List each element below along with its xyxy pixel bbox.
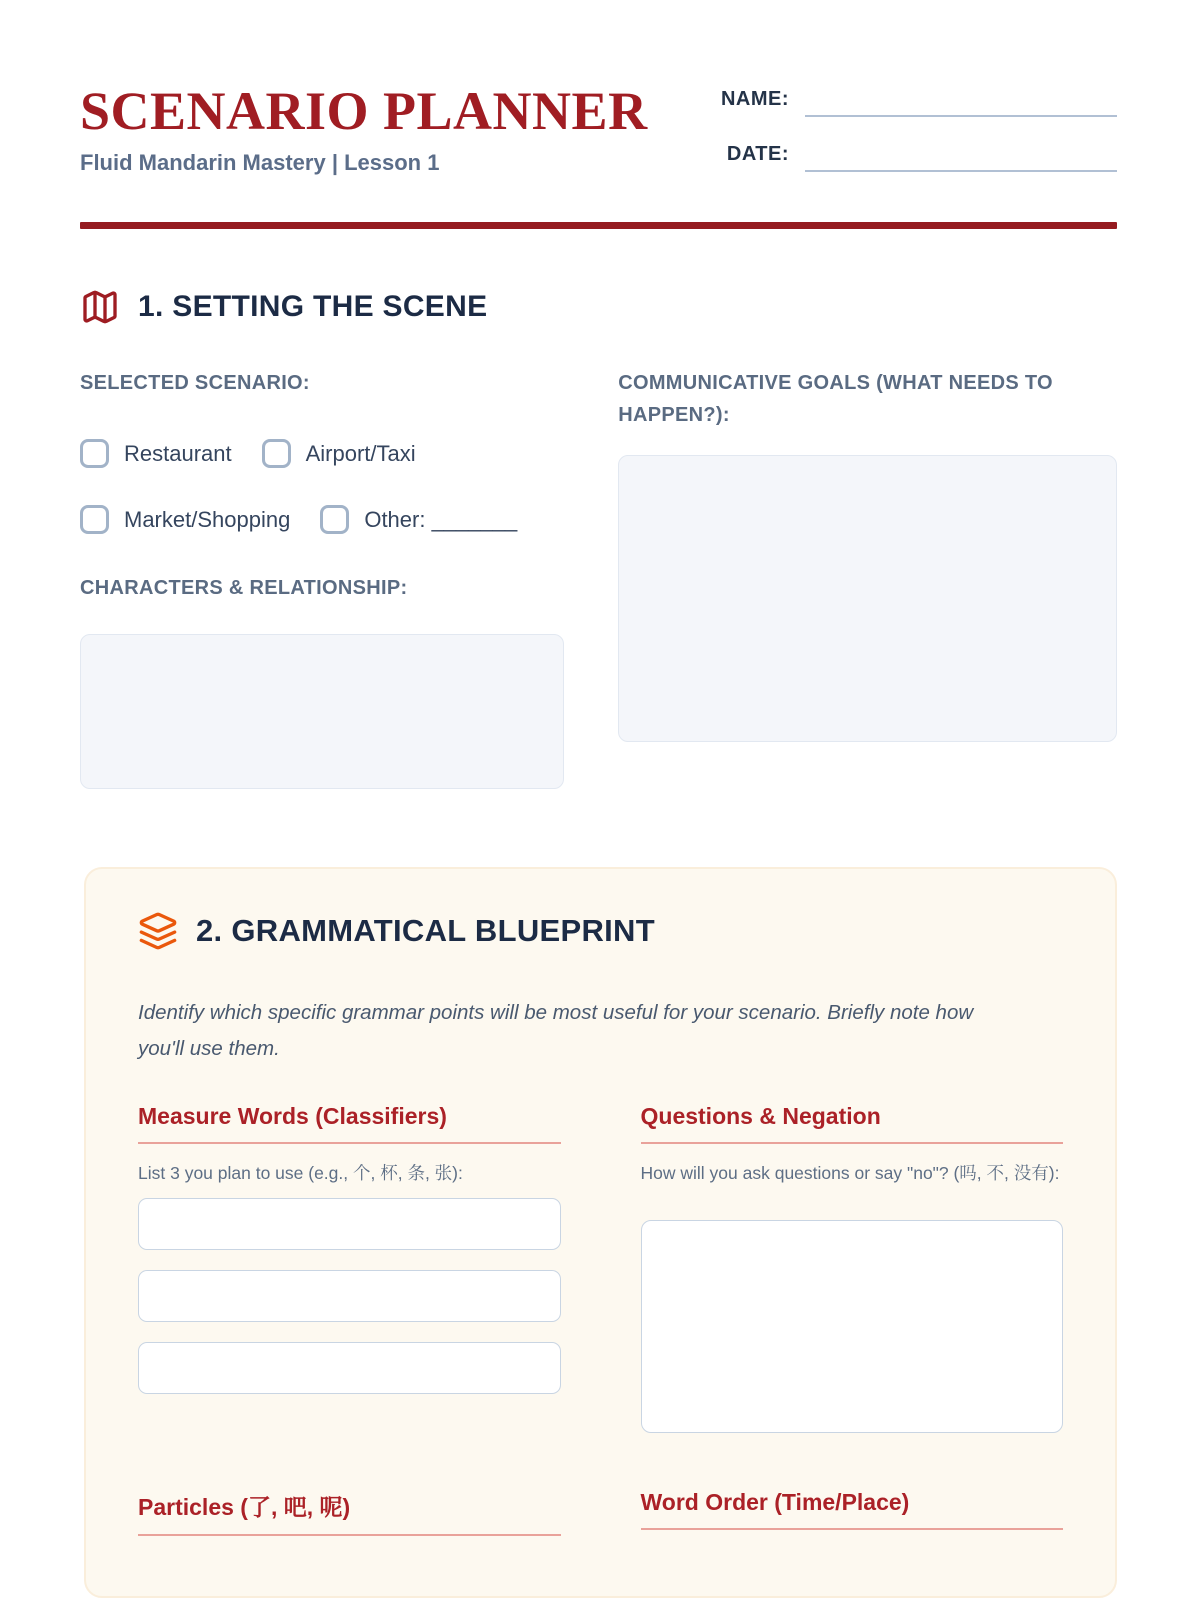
section1-title: 1. SETTING THE SCENE (138, 290, 488, 323)
name-field-line[interactable] (805, 86, 1117, 117)
communicative-goals-writebox[interactable] (618, 455, 1117, 742)
measure-words-helper: List 3 you plan to use (e.g., 个, 杯, 条, 张): (138, 1162, 463, 1183)
section2-heading-row (138, 911, 1063, 951)
scene-grid (80, 367, 1117, 789)
date-field-line[interactable] (805, 141, 1117, 172)
questions-negation-helper: How will you ask questions or say "no"? (吗, 不, 没有): (640, 1162, 1060, 1183)
checkbox-label: Restaurant (124, 440, 232, 466)
selected-scenario-label: SELECTED SCENARIO: (80, 372, 310, 394)
name-row (697, 86, 1117, 117)
checkbox[interactable] (80, 505, 109, 534)
layers-icon (138, 911, 178, 951)
particles-title: Particles (了, 吧, 呢) (138, 1489, 561, 1536)
header (80, 81, 1117, 176)
checkbox-option-airport-taxi[interactable] (262, 439, 416, 468)
blueprint-grid (138, 1103, 1063, 1536)
questions-negation-title: Questions & Negation (641, 1103, 1064, 1144)
date-row (697, 141, 1117, 172)
checkbox-option-restaurant[interactable] (80, 439, 232, 468)
section-grammatical-blueprint (84, 867, 1117, 1598)
characters-relationship-label: CHARACTERS & RELATIONSHIP: (80, 577, 408, 599)
scene-left-column (80, 367, 564, 789)
checkbox[interactable] (262, 439, 291, 468)
section-setting-the-scene (80, 287, 1117, 789)
checkbox-label: Other: _______ (364, 506, 518, 532)
section2-title: 2. GRAMMATICAL BLUEPRINT (196, 913, 655, 948)
title-block (80, 81, 648, 176)
measure-words-title: Measure Words (Classifiers) (138, 1103, 561, 1144)
scenario-checkbox-group (80, 439, 564, 534)
communicative-goals-label: COMMUNICATIVE GOALS (WHAT NEEDS TO HAPPEN?): (618, 372, 1053, 426)
measure-word-input-3[interactable] (138, 1342, 561, 1394)
characters-relationship-writebox[interactable] (80, 634, 564, 789)
map-icon (80, 287, 120, 327)
scene-right-column (618, 367, 1117, 789)
section1-heading-row (80, 287, 1117, 327)
block-questions-negation (641, 1103, 1064, 1433)
checkbox[interactable] (80, 439, 109, 468)
date-label: DATE: (726, 143, 789, 165)
name-date-block (697, 84, 1117, 172)
page-subtitle: Fluid Mandarin Mastery | Lesson 1 (80, 150, 440, 175)
measure-word-input-2[interactable] (138, 1270, 561, 1322)
block-word-order (641, 1489, 1064, 1536)
name-label: NAME: (720, 88, 789, 110)
checkbox-option-market-shopping[interactable] (80, 505, 290, 534)
checkbox[interactable] (320, 505, 349, 534)
checkbox-label: Airport/Taxi (305, 440, 416, 466)
measure-word-input-1[interactable] (138, 1198, 561, 1250)
block-measure-words (138, 1103, 561, 1433)
header-divider (80, 222, 1117, 229)
block-particles (138, 1489, 561, 1536)
checkbox-label: Market/Shopping (124, 506, 291, 532)
blueprint-instructions: Identify which specific grammar points will be most useful for your scenario. Briefly note how you'll use them. (138, 1001, 974, 1060)
word-order-title: Word Order (Time/Place) (641, 1489, 1064, 1530)
page-title: SCENARIO PLANNER (80, 81, 648, 141)
checkbox-option-other[interactable] (320, 505, 517, 534)
questions-negation-writebox[interactable] (641, 1220, 1064, 1433)
